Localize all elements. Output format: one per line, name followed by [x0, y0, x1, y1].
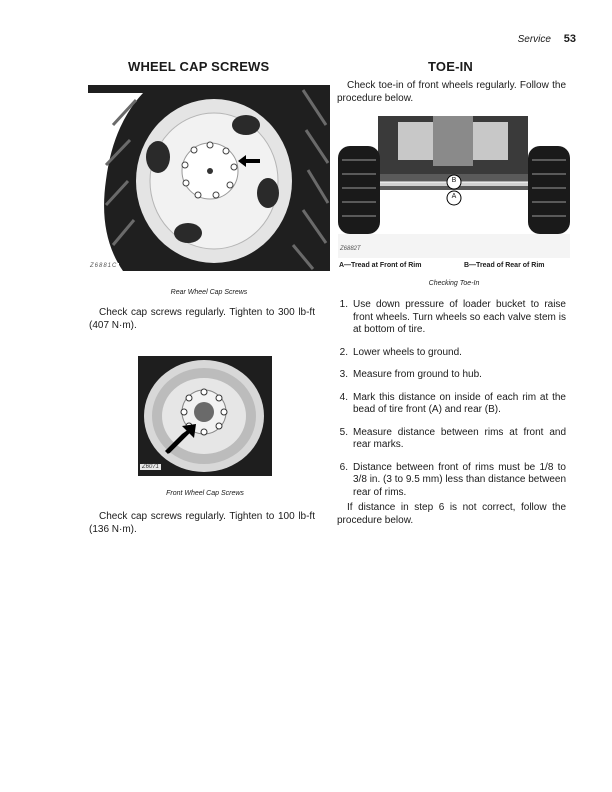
step-item: [330, 392, 566, 417]
step-text: Measure distance between rims at front and rear marks.: [353, 426, 566, 450]
step-item: [330, 427, 566, 452]
step-text: Mark this distance on inside of each rim at the bead of tire front (A) and rear (B).: [353, 391, 566, 415]
step-number: 4.: [339, 391, 348, 403]
legend-b: B—Tread of Rear of Rim: [464, 262, 545, 269]
step-text: Lower wheels to ground.: [353, 346, 462, 358]
section-title-wheel-cap-screws: WHEEL CAP SCREWS: [128, 59, 270, 74]
toe-in-photo: [338, 116, 570, 258]
toe-in-closing: If distance in step 6 is not correct, follow the procedure below.: [337, 502, 566, 526]
rear-wheel-photo: [88, 85, 330, 271]
front-wheel-caption: Front Wheel Cap Screws: [166, 490, 244, 497]
page-header: [518, 33, 576, 45]
photo-tag: Z6071: [142, 464, 160, 470]
rear-wheel-caption: Rear Wheel Cap Screws: [170, 289, 248, 296]
callout-a: A: [451, 193, 457, 200]
front-wheel-photo: [138, 356, 272, 476]
rear-wheel-instructions: Check cap screws regularly. Tighten to 300 lb-ft (407 N·m).: [89, 307, 315, 331]
front-wheel-instructions: Check cap screws regularly. Tighten to 100 lb-ft (136 N·m).: [89, 511, 315, 535]
photo-tag: Z6882T: [340, 246, 361, 252]
step-number: 6.: [339, 461, 348, 473]
section-name: Service: [517, 34, 551, 45]
callout-b: B: [451, 177, 457, 184]
step-number: 1.: [339, 299, 348, 310]
step-text: Use down pressure of loader bucket to raise front wheels. Turn wheels so each valve stem is at bottom of tire.: [353, 299, 566, 335]
step-item: [330, 369, 566, 382]
step-number: 2.: [339, 346, 348, 358]
step-number: 5.: [339, 426, 348, 438]
toe-in-steps: [330, 299, 566, 509]
step-text: Measure from ground to hub.: [353, 369, 482, 380]
step-item: [330, 347, 566, 360]
photo-tag: Z6881C: [90, 263, 118, 269]
step-number: 3.: [339, 369, 348, 380]
legend-a: A—Tread at Front of Rim: [339, 262, 422, 269]
toe-in-caption: Checking Toe-In: [428, 280, 480, 287]
toe-in-intro: Check toe-in of front wheels regularly. Follow the procedure below.: [337, 80, 566, 104]
step-item: [330, 462, 566, 500]
step-text: Distance between front of rims must be 1/8 to 3/8 in. (3 to 9.5 mm) less than distance between rear of rims.: [353, 461, 566, 498]
section-title-toe-in: TOE-IN: [428, 59, 474, 74]
step-item: [330, 299, 566, 337]
page-number: 53: [563, 33, 576, 45]
